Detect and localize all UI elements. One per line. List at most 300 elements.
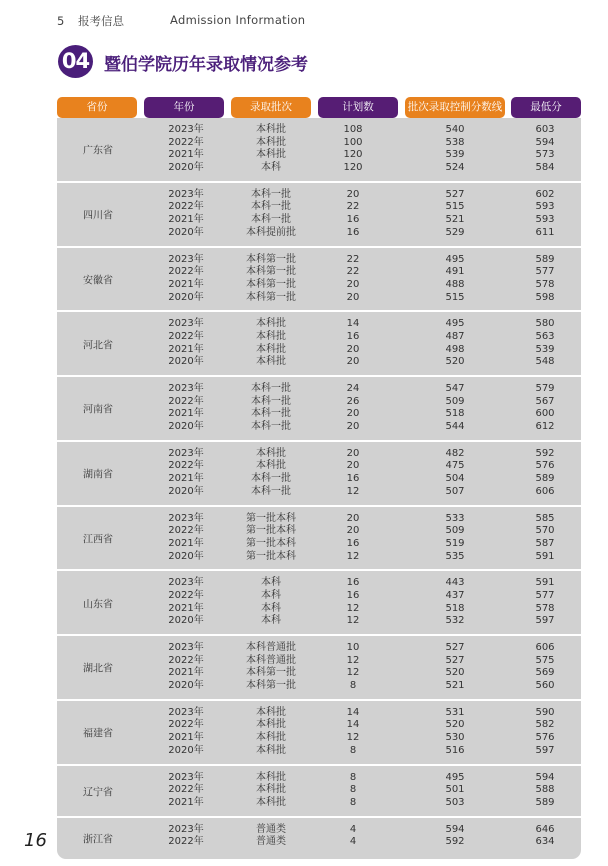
table-row xyxy=(57,214,581,227)
province-cell: 四川省 xyxy=(83,210,113,222)
province-group xyxy=(57,377,581,440)
table-row xyxy=(57,525,581,538)
year-cell: 2022年 xyxy=(168,460,204,472)
batch-cell: 本科一批 xyxy=(251,383,291,394)
plan-cell: 20 xyxy=(346,291,360,303)
control-line-cell: 504 xyxy=(445,473,465,485)
plan-cell: 16 xyxy=(346,577,360,589)
table-row xyxy=(57,266,581,279)
page-title: 暨伯学院历年录取情况参考 xyxy=(104,55,308,75)
min-score-cell: 548 xyxy=(535,356,555,368)
batch-cell: 本科第一批 xyxy=(246,253,296,265)
min-score-cell: 603 xyxy=(535,124,555,135)
plan-cell: 14 xyxy=(346,318,360,330)
column-header-plan: 计划数 xyxy=(318,97,398,118)
plan-cell: 8 xyxy=(349,796,357,808)
min-score-cell: 573 xyxy=(535,149,555,161)
year-cell: 2021年 xyxy=(168,149,204,161)
year-cell: 2022年 xyxy=(168,395,204,407)
year-cell: 2023年 xyxy=(168,771,204,783)
control-line-cell: 437 xyxy=(445,589,465,601)
batch-cell: 本科批 xyxy=(256,784,286,796)
batch-cell: 普通类 xyxy=(256,836,286,848)
plan-cell: 10 xyxy=(346,642,360,653)
batch-cell: 本科第一批 xyxy=(246,291,296,303)
batch-cell: 本科批 xyxy=(256,460,286,472)
plan-cell: 22 xyxy=(346,253,360,265)
control-line-cell: 529 xyxy=(445,226,465,238)
year-cell: 2022年 xyxy=(168,719,204,731)
table-row xyxy=(57,732,581,745)
table-row xyxy=(57,590,581,603)
table-row xyxy=(57,615,581,628)
plan-cell: 22 xyxy=(346,201,360,213)
year-cell: 2020年 xyxy=(168,680,204,692)
control-line-cell: 524 xyxy=(445,162,465,174)
batch-cell: 本科 xyxy=(261,162,281,174)
plan-cell: 8 xyxy=(349,784,357,796)
batch-cell: 普通类 xyxy=(256,823,286,835)
batch-cell: 本科批 xyxy=(256,447,286,459)
province-cell: 安徽省 xyxy=(83,275,113,287)
plan-cell: 12 xyxy=(346,732,360,744)
year-cell: 2023年 xyxy=(168,823,204,835)
table-row xyxy=(57,356,581,369)
batch-cell: 本科批 xyxy=(256,330,286,342)
control-line-cell: 527 xyxy=(445,188,465,200)
plan-cell: 20 xyxy=(346,447,360,459)
year-cell: 2021年 xyxy=(168,343,204,355)
min-score-cell: 590 xyxy=(535,706,555,718)
year-cell: 2022年 xyxy=(168,589,204,601)
column-header-year: 年份 xyxy=(144,97,224,118)
year-cell: 2023年 xyxy=(168,577,204,589)
year-cell: 2020年 xyxy=(168,744,204,756)
table-row xyxy=(57,383,581,396)
batch-cell: 第一批本科 xyxy=(246,512,296,524)
min-score-cell: 600 xyxy=(535,408,555,420)
batch-cell: 本科 xyxy=(261,602,281,614)
province-group xyxy=(57,507,581,570)
plan-cell: 20 xyxy=(346,278,360,290)
section-badge: 04 xyxy=(58,45,93,78)
table-row xyxy=(57,318,581,331)
control-line-cell: 443 xyxy=(445,577,465,589)
min-score-cell: 584 xyxy=(535,162,555,174)
table-row xyxy=(57,486,581,499)
batch-cell: 本科批 xyxy=(256,796,286,808)
plan-cell: 8 xyxy=(349,680,357,692)
table-row xyxy=(57,460,581,473)
plan-cell: 16 xyxy=(346,330,360,342)
control-line-cell: 530 xyxy=(445,732,465,744)
year-cell: 2022年 xyxy=(168,654,204,666)
year-cell: 2020年 xyxy=(168,356,204,368)
plan-cell: 108 xyxy=(343,124,363,135)
control-line-cell: 495 xyxy=(445,318,465,330)
plan-cell: 16 xyxy=(346,214,360,226)
table-row xyxy=(57,719,581,732)
year-cell: 2021年 xyxy=(168,667,204,679)
table-header xyxy=(57,97,581,118)
year-cell: 2023年 xyxy=(168,383,204,394)
min-score-cell: 569 xyxy=(535,667,555,679)
plan-cell: 14 xyxy=(346,719,360,731)
year-cell: 2023年 xyxy=(168,447,204,459)
control-line-cell: 544 xyxy=(445,421,465,433)
batch-cell: 本科批 xyxy=(256,318,286,330)
control-line-cell: 509 xyxy=(445,525,465,537)
plan-cell: 20 xyxy=(346,343,360,355)
control-line-cell: 495 xyxy=(445,771,465,783)
control-line-cell: 594 xyxy=(445,823,465,835)
plan-cell: 100 xyxy=(343,136,363,148)
batch-cell: 本科批 xyxy=(256,706,286,718)
year-cell: 2020年 xyxy=(168,485,204,497)
min-score-cell: 560 xyxy=(535,680,555,692)
table-row xyxy=(57,603,581,616)
province-cell: 湖北省 xyxy=(83,663,113,675)
year-cell: 2022年 xyxy=(168,330,204,342)
plan-cell: 20 xyxy=(346,421,360,433)
control-line-cell: 503 xyxy=(445,796,465,808)
table-row xyxy=(57,227,581,240)
min-score-cell: 598 xyxy=(535,291,555,303)
min-score-cell: 577 xyxy=(535,589,555,601)
batch-cell: 本科批 xyxy=(256,356,286,368)
year-cell: 2023年 xyxy=(168,642,204,653)
section-title-cn: 报考信息 xyxy=(77,14,124,28)
plan-cell: 20 xyxy=(346,356,360,368)
table-row xyxy=(57,772,581,785)
plan-cell: 16 xyxy=(346,537,360,549)
control-line-cell: 520 xyxy=(445,356,465,368)
table-row xyxy=(57,538,581,551)
control-line-cell: 520 xyxy=(445,719,465,731)
min-score-cell: 570 xyxy=(535,525,555,537)
min-score-cell: 577 xyxy=(535,266,555,278)
province-group xyxy=(57,571,581,634)
batch-cell: 本科普通批 xyxy=(246,654,296,666)
control-line-cell: 518 xyxy=(445,408,465,420)
province-group xyxy=(57,183,581,246)
province-cell: 河北省 xyxy=(83,340,113,352)
year-cell: 2023年 xyxy=(168,124,204,135)
control-line-cell: 539 xyxy=(445,149,465,161)
table-row xyxy=(57,408,581,421)
year-cell: 2021年 xyxy=(168,602,204,614)
column-header-province: 省份 xyxy=(57,97,137,118)
province-group xyxy=(57,636,581,699)
min-score-cell: 591 xyxy=(535,577,555,589)
province-cell: 山东省 xyxy=(83,599,113,611)
batch-cell: 本科一批 xyxy=(251,201,291,213)
plan-cell: 20 xyxy=(346,512,360,524)
table-row xyxy=(57,642,581,655)
year-cell: 2021年 xyxy=(168,214,204,226)
table-row xyxy=(57,797,581,810)
admission-table xyxy=(57,118,581,859)
min-score-cell: 606 xyxy=(535,485,555,497)
province-cell: 河南省 xyxy=(83,404,113,416)
batch-cell: 本科第一批 xyxy=(246,680,296,692)
min-score-cell: 589 xyxy=(535,473,555,485)
province-group xyxy=(57,312,581,375)
year-cell: 2021年 xyxy=(168,278,204,290)
min-score-cell: 611 xyxy=(535,226,555,238)
min-score-cell: 539 xyxy=(535,343,555,355)
control-line-cell: 498 xyxy=(445,343,465,355)
year-cell: 2023年 xyxy=(168,318,204,330)
table-row xyxy=(57,473,581,486)
year-cell: 2021年 xyxy=(168,408,204,420)
year-cell: 2022年 xyxy=(168,784,204,796)
control-line-cell: 515 xyxy=(445,201,465,213)
batch-cell: 本科批 xyxy=(256,343,286,355)
table-row xyxy=(57,824,581,837)
min-score-cell: 576 xyxy=(535,732,555,744)
min-score-cell: 585 xyxy=(535,512,555,524)
plan-cell: 12 xyxy=(346,602,360,614)
table-row xyxy=(57,745,581,758)
min-score-cell: 593 xyxy=(535,214,555,226)
min-score-cell: 567 xyxy=(535,395,555,407)
plan-cell: 16 xyxy=(346,589,360,601)
table-row xyxy=(57,396,581,409)
province-group xyxy=(57,766,581,816)
batch-cell: 本科提前批 xyxy=(246,226,296,238)
table-row xyxy=(57,421,581,434)
batch-cell: 第一批本科 xyxy=(246,550,296,562)
plan-cell: 20 xyxy=(346,525,360,537)
plan-cell: 16 xyxy=(346,473,360,485)
control-line-cell: 509 xyxy=(445,395,465,407)
control-line-cell: 516 xyxy=(445,744,465,756)
plan-cell: 12 xyxy=(346,654,360,666)
year-cell: 2023年 xyxy=(168,188,204,200)
batch-cell: 本科第一批 xyxy=(246,278,296,290)
batch-cell: 本科普通批 xyxy=(246,642,296,653)
batch-cell: 本科一批 xyxy=(251,485,291,497)
year-cell: 2021年 xyxy=(168,537,204,549)
plan-cell: 24 xyxy=(346,383,360,394)
province-cell: 辽宁省 xyxy=(83,787,113,799)
year-cell: 2020年 xyxy=(168,615,204,627)
table-row xyxy=(57,189,581,202)
control-line-cell: 515 xyxy=(445,291,465,303)
table-row xyxy=(57,162,581,175)
province-group xyxy=(57,442,581,505)
min-score-cell: 597 xyxy=(535,615,555,627)
control-line-cell: 532 xyxy=(445,615,465,627)
control-line-cell: 547 xyxy=(445,383,465,394)
control-line-cell: 519 xyxy=(445,537,465,549)
table-row xyxy=(57,577,581,590)
min-score-cell: 592 xyxy=(535,447,555,459)
batch-cell: 第一批本科 xyxy=(246,525,296,537)
control-line-cell: 540 xyxy=(445,124,465,135)
column-header-min-score: 最低分 xyxy=(511,97,581,118)
control-line-cell: 518 xyxy=(445,602,465,614)
year-cell: 2020年 xyxy=(168,421,204,433)
table-row xyxy=(57,836,581,849)
plan-cell: 12 xyxy=(346,485,360,497)
batch-cell: 本科一批 xyxy=(251,473,291,485)
table-row xyxy=(57,707,581,720)
page-number: 16 xyxy=(24,830,47,851)
year-cell: 2023年 xyxy=(168,706,204,718)
plan-cell: 20 xyxy=(346,408,360,420)
year-cell: 2020年 xyxy=(168,291,204,303)
plan-cell: 12 xyxy=(346,615,360,627)
table-row xyxy=(57,254,581,267)
batch-cell: 本科第一批 xyxy=(246,266,296,278)
control-line-cell: 495 xyxy=(445,253,465,265)
batch-cell: 第一批本科 xyxy=(246,537,296,549)
min-score-cell: 563 xyxy=(535,330,555,342)
min-score-cell: 594 xyxy=(535,771,555,783)
plan-cell: 120 xyxy=(343,162,363,174)
control-line-cell: 533 xyxy=(445,512,465,524)
min-score-cell: 578 xyxy=(535,602,555,614)
min-score-cell: 594 xyxy=(535,136,555,148)
plan-cell: 22 xyxy=(346,266,360,278)
control-line-cell: 531 xyxy=(445,706,465,718)
running-header xyxy=(57,13,306,29)
batch-cell: 本科批 xyxy=(256,744,286,756)
batch-cell: 本科批 xyxy=(256,771,286,783)
min-score-cell: 634 xyxy=(535,836,555,848)
batch-cell: 本科一批 xyxy=(251,408,291,420)
batch-cell: 本科批 xyxy=(256,149,286,161)
min-score-cell: 576 xyxy=(535,460,555,472)
control-line-cell: 592 xyxy=(445,836,465,848)
year-cell: 2022年 xyxy=(168,525,204,537)
control-line-cell: 521 xyxy=(445,680,465,692)
column-header-control-line: 批次录取控制分数线 xyxy=(405,97,505,118)
year-cell: 2022年 xyxy=(168,836,204,848)
province-cell: 江西省 xyxy=(83,534,113,546)
control-line-cell: 487 xyxy=(445,330,465,342)
plan-cell: 8 xyxy=(349,744,357,756)
year-cell: 2022年 xyxy=(168,201,204,213)
year-cell: 2020年 xyxy=(168,550,204,562)
batch-cell: 本科一批 xyxy=(251,421,291,433)
table-row xyxy=(57,149,581,162)
province-cell: 浙江省 xyxy=(83,834,113,846)
table-row xyxy=(57,448,581,461)
batch-cell: 本科第一批 xyxy=(246,667,296,679)
batch-cell: 本科 xyxy=(261,589,281,601)
plan-cell: 14 xyxy=(346,706,360,718)
batch-cell: 本科一批 xyxy=(251,395,291,407)
min-score-cell: 602 xyxy=(535,188,555,200)
province-group xyxy=(57,701,581,764)
plan-cell: 4 xyxy=(349,836,357,848)
column-header-batch: 录取批次 xyxy=(231,97,311,118)
year-cell: 2021年 xyxy=(168,732,204,744)
plan-cell: 8 xyxy=(349,771,357,783)
min-score-cell: 589 xyxy=(535,796,555,808)
min-score-cell: 580 xyxy=(535,318,555,330)
batch-cell: 本科 xyxy=(261,577,281,589)
plan-cell: 26 xyxy=(346,395,360,407)
section-title-en: Admission Information xyxy=(170,13,306,27)
table-row xyxy=(57,680,581,693)
year-cell: 2023年 xyxy=(168,512,204,524)
year-cell: 2020年 xyxy=(168,162,204,174)
control-line-cell: 507 xyxy=(445,485,465,497)
province-cell: 福建省 xyxy=(83,728,113,740)
control-line-cell: 527 xyxy=(445,654,465,666)
plan-cell: 12 xyxy=(346,667,360,679)
table-row xyxy=(57,344,581,357)
year-cell: 2021年 xyxy=(168,473,204,485)
year-cell: 2022年 xyxy=(168,136,204,148)
control-line-cell: 482 xyxy=(445,447,465,459)
plan-cell: 120 xyxy=(343,149,363,161)
control-line-cell: 535 xyxy=(445,550,465,562)
control-line-cell: 488 xyxy=(445,278,465,290)
min-score-cell: 589 xyxy=(535,253,555,265)
plan-cell: 20 xyxy=(346,460,360,472)
plan-cell: 20 xyxy=(346,188,360,200)
year-cell: 2021年 xyxy=(168,796,204,808)
min-score-cell: 646 xyxy=(535,823,555,835)
province-group xyxy=(57,818,581,859)
batch-cell: 本科批 xyxy=(256,136,286,148)
province-group xyxy=(57,248,581,311)
section-number: 5 xyxy=(57,14,65,28)
table-row xyxy=(57,124,581,137)
control-line-cell: 521 xyxy=(445,214,465,226)
min-score-cell: 575 xyxy=(535,654,555,666)
table-row xyxy=(57,279,581,292)
min-score-cell: 582 xyxy=(535,719,555,731)
control-line-cell: 491 xyxy=(445,266,465,278)
batch-cell: 本科批 xyxy=(256,732,286,744)
control-line-cell: 527 xyxy=(445,642,465,653)
table-row xyxy=(57,201,581,214)
batch-cell: 本科批 xyxy=(256,719,286,731)
batch-cell: 本科 xyxy=(261,615,281,627)
table-row xyxy=(57,292,581,305)
min-score-cell: 593 xyxy=(535,201,555,213)
min-score-cell: 587 xyxy=(535,537,555,549)
table-row xyxy=(57,655,581,668)
plan-cell: 16 xyxy=(346,226,360,238)
table-row xyxy=(57,667,581,680)
province-group xyxy=(57,118,581,181)
table-row xyxy=(57,551,581,564)
batch-cell: 本科一批 xyxy=(251,214,291,226)
min-score-cell: 578 xyxy=(535,278,555,290)
province-cell: 广东省 xyxy=(83,145,113,157)
min-score-cell: 606 xyxy=(535,642,555,653)
min-score-cell: 591 xyxy=(535,550,555,562)
plan-cell: 12 xyxy=(346,550,360,562)
plan-cell: 4 xyxy=(349,823,357,835)
year-cell: 2020年 xyxy=(168,226,204,238)
year-cell: 2022年 xyxy=(168,266,204,278)
min-score-cell: 612 xyxy=(535,421,555,433)
control-line-cell: 520 xyxy=(445,667,465,679)
min-score-cell: 597 xyxy=(535,744,555,756)
min-score-cell: 579 xyxy=(535,383,555,394)
control-line-cell: 501 xyxy=(445,784,465,796)
table-row xyxy=(57,331,581,344)
control-line-cell: 538 xyxy=(445,136,465,148)
